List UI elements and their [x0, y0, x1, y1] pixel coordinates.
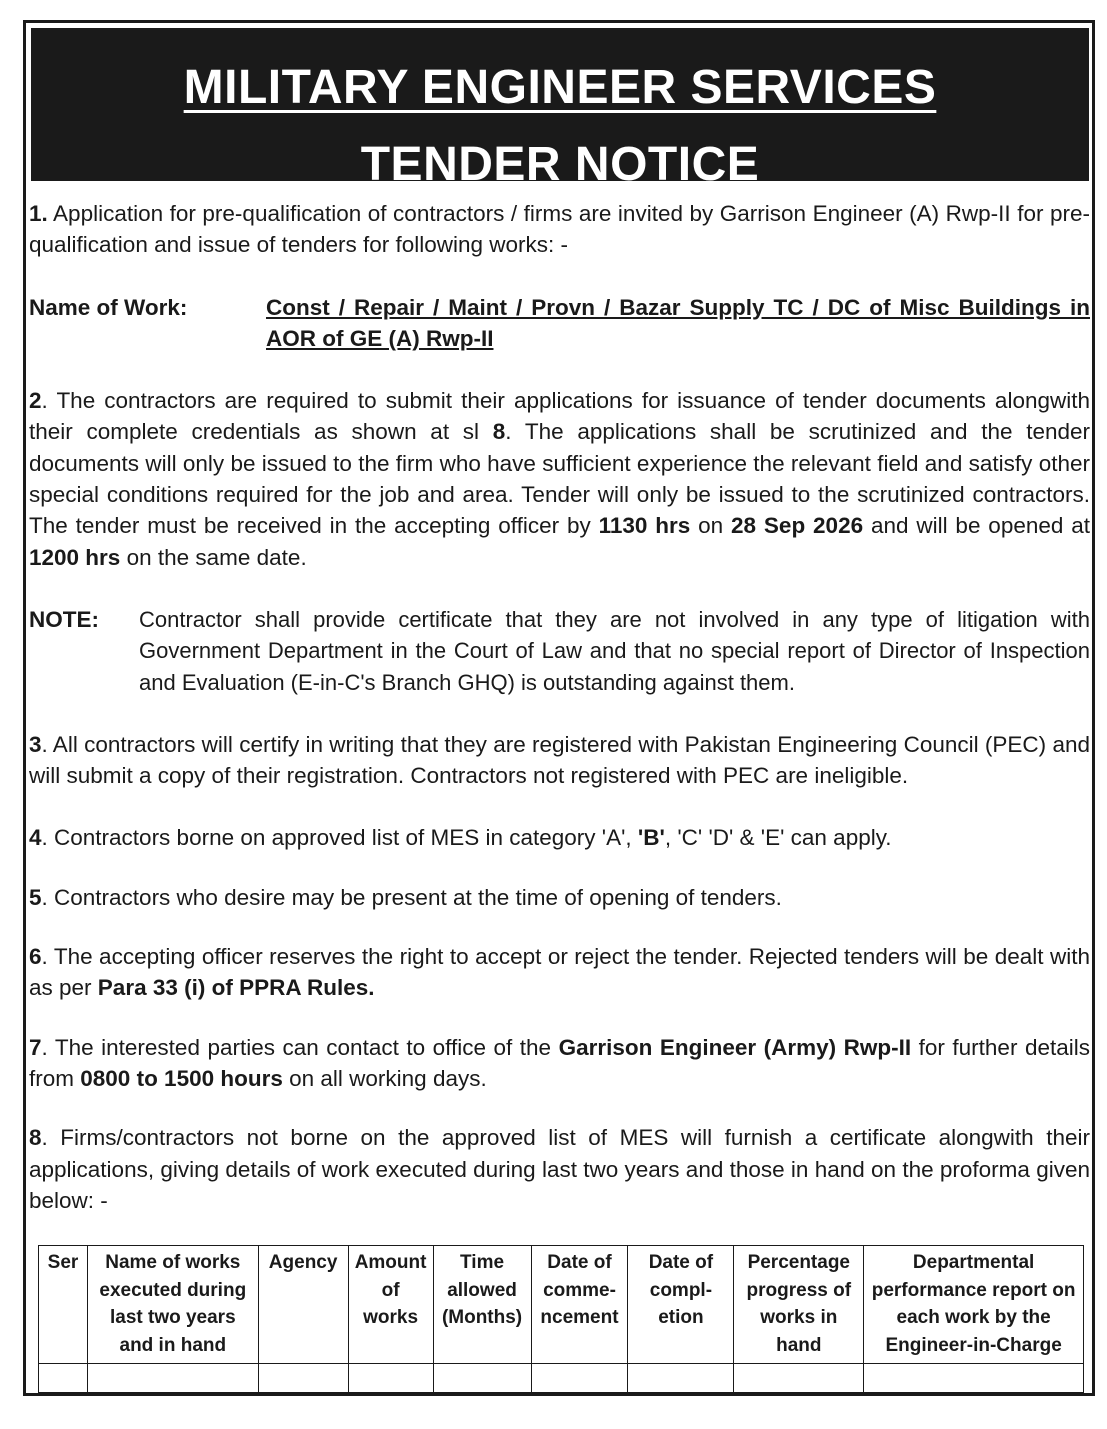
col-header-performance-report: Departmental performance report on each work by the Engineer-in-Charge	[864, 1246, 1084, 1364]
col-header-agency: Agency	[258, 1246, 348, 1364]
paragraph-1: 1. Application for pre-qualification of contractors / firms are invited by Garrison Engineer (A) Rwp-II for pre-qualification and issue of tenders for following works: -	[29, 201, 1090, 258]
name-of-work	[29, 292, 1090, 355]
note-label: NOTE:	[29, 606, 99, 632]
deadline-time: 1130 hrs	[598, 513, 691, 539]
col-header-date-completion: Date of compl-etion	[628, 1246, 734, 1364]
table-row	[39, 1364, 1084, 1393]
paragraph-8: 8. Firms/contractors not borne on the approved list of MES will furnish a certificate alongwith their applications, giving details of work executed during last two years and those in hand on the proforma given below: -	[29, 1125, 1090, 1213]
col-header-ser: Ser	[39, 1246, 88, 1364]
col-header-time-allowed: Time allowed (Months)	[433, 1246, 531, 1364]
col-header-percentage-progress: Percentage progress of works in hand	[734, 1246, 864, 1364]
col-header-date-commencement: Date of comme-ncement	[531, 1246, 628, 1364]
deadline-date: 28 Sep 2026	[731, 513, 864, 539]
notice-body	[29, 198, 1090, 1216]
col-header-name-of-works: Name of works executed during last two years and in hand	[87, 1246, 258, 1364]
paragraph-5: 5. Contractors who desire may be present at the time of opening of tenders.	[29, 884, 782, 910]
opening-time: 1200 hrs	[29, 544, 121, 570]
note	[29, 604, 1090, 698]
name-of-work-label: Name of Work:	[29, 294, 188, 320]
paragraph-6: 6. The accepting officer reserves the right to accept or reject the tender. Rejected tenders will be dealt with as per Para 33 (i) of PPRA Rules.	[29, 944, 1090, 1001]
paragraph-3: 3. All contractors will certify in writing that they are registered with Pakistan Engineering Council (PEC) and will submit a copy of their registration. Contractors not registered with PEC are ineligible.	[29, 731, 1090, 789]
notice-header	[31, 28, 1089, 191]
header-title: MILITARY ENGINEER SERVICES	[183, 61, 937, 114]
table-header-row	[39, 1246, 1084, 1364]
paragraph-7: 7. The interested parties can contact to office of the Garrison Engineer (Army) Rwp-II for further details from 0800 to 1500 hours on all working days.	[29, 1034, 1090, 1091]
name-of-work-value: Const / Repair / Maint / Provn / Bazar Supply TC / DC of Misc Buildings in AOR of GE (A) Rwp-II	[266, 294, 1090, 351]
paragraph-2: 2. The contractors are required to submit their applications for issuance of tender documents alongwith their complete credentials as shown at sl 8. The applications shall be scrutinized and the tender documents will only be issued to the firm who have sufficient experience the relevant field and satisfy other special conditions required for the job and area. Tender will only be issued to the scrutinized contractors. The tender must be received in the accepting officer by 1130 hrs on 28 Sep 2026 and will be opened at 1200 hrs on the same date.	[29, 388, 1091, 570]
paragraph-4: 4. Contractors borne on approved list of MES in category 'A', 'B', 'C' 'D' & 'E' can apply.	[29, 825, 892, 851]
note-text: Contractor shall provide certificate that they are not involved in any type of litigation with Government Department in the Court of Law and that no special report of Director of Inspection and Evaluation (E-in-C's Branch GHQ) is outstanding against them.	[139, 606, 1090, 695]
proforma-table	[38, 1245, 1084, 1393]
col-header-amount: Amount of works	[348, 1246, 433, 1364]
header-subtitle: TENDER NOTICE	[360, 138, 760, 191]
